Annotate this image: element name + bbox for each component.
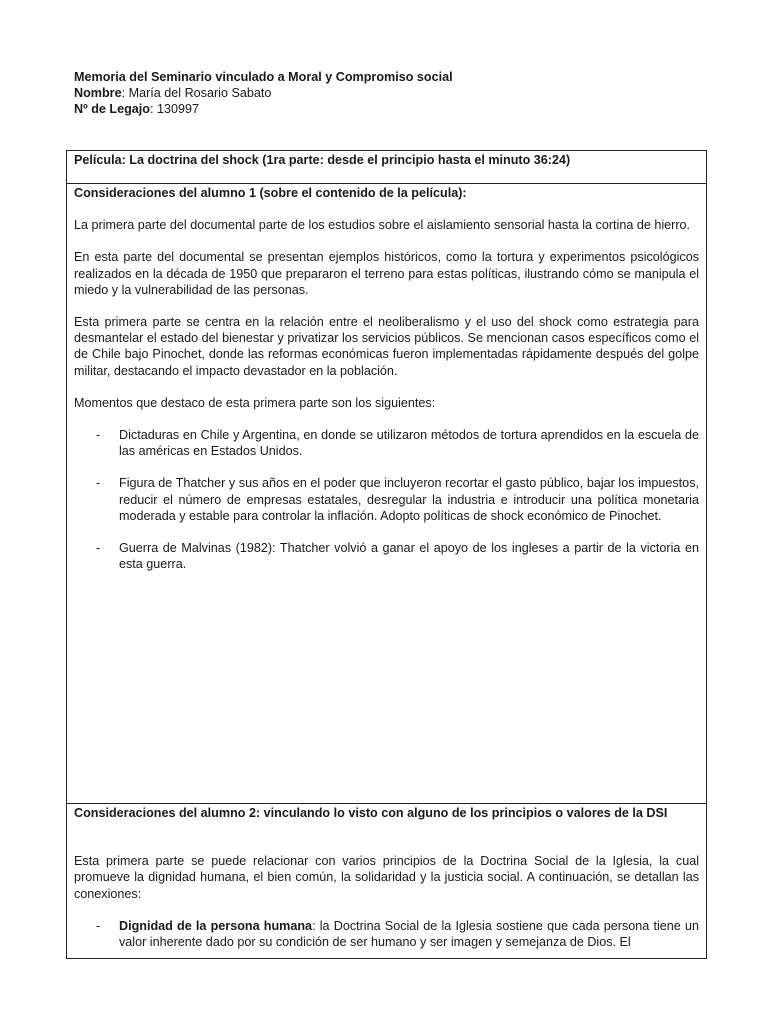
section-1-heading: Consideraciones del alumno 1 (sobre el contenido de la película): <box>74 186 467 200</box>
list-item <box>74 475 699 524</box>
dash-marker: - <box>96 476 101 491</box>
list-item-text: Dictaduras en Chile y Argentina, en donde se utilizaron métodos de tortura aprendidos en la escuela de las américas en Estados Unidos. <box>119 428 699 459</box>
section-1-paragraph: Esta primera parte se centra en la relación entre el neoliberalismo y el uso del shock como estrategia para desmantelar el estado del bienestar y privatizar los servicios públicos. Se mencionan casos específicos como el de Chile bajo Pinochet, donde las reformas económicas fueron implementadas rápidamente después del golpe militar, destacando el impacto devastador en la población. <box>74 315 699 378</box>
section-2-paragraph: Esta primera parte se puede relacionar con varios principios de la Doctrina Social de la Iglesia, la cual promueve la dignidad humana, el bien común, la solidaridad y la justicia social. A continuación, se detallan las conexiones: <box>74 854 699 901</box>
principle-text: : la Doctrina Social de la Iglesia sostiene que cada persona tiene un valor inherente dado por su condición de ser humano y ser imagen y semejanza de Dios. El <box>119 918 699 950</box>
highlights-list <box>74 427 699 572</box>
list-item <box>74 540 699 572</box>
section-1-paragraph: En esta parte del documental se presentan ejemplos históricos, como la tortura y experimentos psicológicos realizados en la década de 1950 que prepararon el terreno para estas políticas, ilustrando cómo se manipula el miedo y la vulnerabilidad de las personas. <box>74 250 699 297</box>
list-item-text: Figura de Thatcher y sus años en el poder que incluyeron recortar el gasto público, bajar los impuestos, reducir el número de empresas estatales, desregular la industria e introducir una política monetaria moderada y estable para controlar la inflación. Adopto políticas de shock económico de Pinochet. <box>119 476 699 523</box>
section-1-paragraph: Momentos que destaco de esta primera parte son los siguientes: <box>74 395 436 410</box>
document-header <box>74 69 453 118</box>
name-label: Nombre <box>74 86 122 101</box>
document-title: Memoria del Seminario vinculado a Moral y Compromiso social <box>74 70 453 84</box>
name-value: : María del Rosario Sabato <box>121 86 272 101</box>
content-table <box>66 150 707 959</box>
legajo-label: Nº de Legajo <box>74 102 150 117</box>
dash-marker: - <box>96 428 101 443</box>
list-item <box>74 918 699 950</box>
legajo-line <box>74 101 453 117</box>
student-1-cell <box>67 184 706 804</box>
principle-title: Dignidad de la persona humana <box>119 918 313 933</box>
student-2-cell <box>67 804 706 958</box>
legajo-value: : 130997 <box>149 102 200 117</box>
principles-list <box>74 918 699 950</box>
film-title: Película: La doctrina del shock (1ra parte: desde el principio hasta el minuto 36:24) <box>74 153 571 167</box>
film-title-cell <box>67 151 706 184</box>
dash-marker: - <box>96 541 101 556</box>
student-name-line <box>74 85 453 101</box>
section-1-paragraph: La primera parte del documental parte de los estudios sobre el aislamiento sensorial hasta la cortina de hierro. <box>74 218 691 233</box>
section-2-heading: Consideraciones del alumno 2: vinculando lo visto con alguno de los principios o valores de la DSI <box>74 806 668 820</box>
list-item-text: Guerra de Malvinas (1982): Thatcher volvió a ganar el apoyo de los ingleses a partir de la victoria en esta guerra. <box>119 541 699 572</box>
dash-marker: - <box>96 918 101 933</box>
list-item <box>74 427 699 459</box>
